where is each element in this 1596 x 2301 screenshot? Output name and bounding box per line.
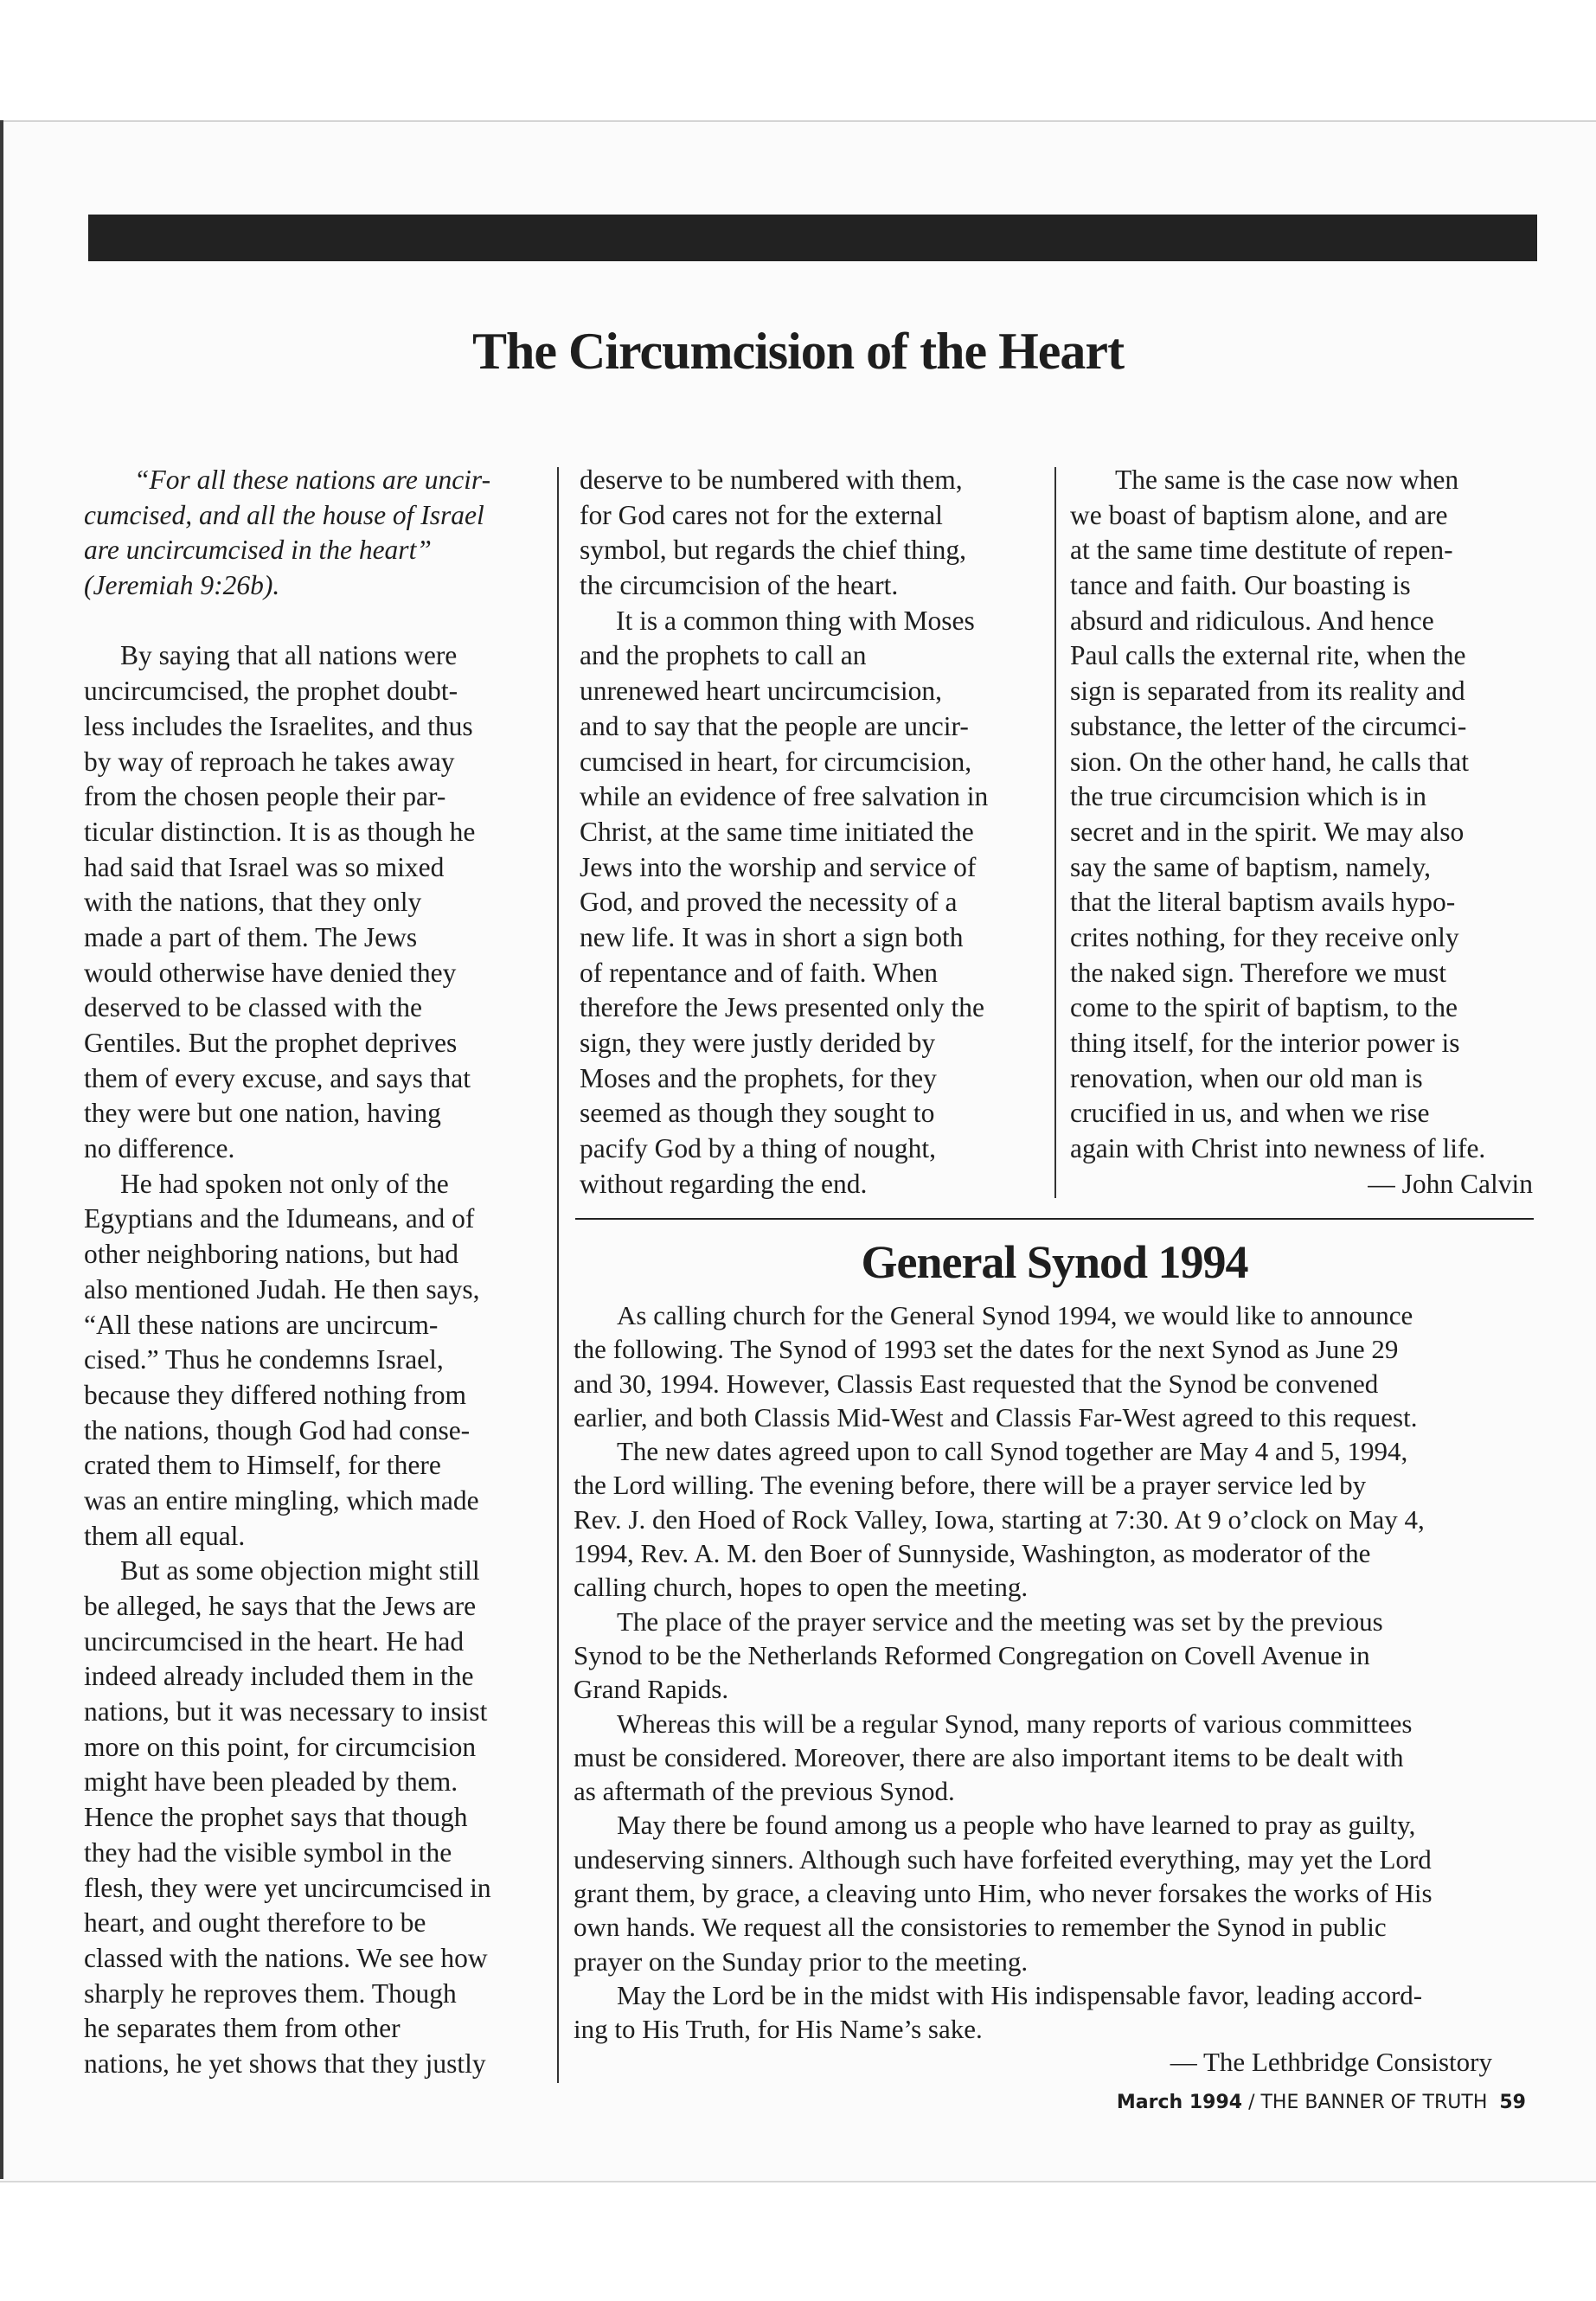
text-line: unrenewed heart uncircumcision, <box>580 676 942 707</box>
synod-body <box>574 1298 1534 2047</box>
text-line: It is a common thing with Moses <box>616 605 975 636</box>
scan-edge <box>0 120 3 2179</box>
synod-title: General Synod 1994 <box>861 1236 1248 1288</box>
text-line <box>84 604 542 639</box>
footer-separator: / <box>1242 2092 1261 2113</box>
text-line: them all equal. <box>84 1520 246 1551</box>
text-line: without regarding the end. <box>580 1168 868 1199</box>
text-line: the following. The Synod of 1993 set the dates for the next Synod as June 29 <box>574 1334 1399 1365</box>
page-footer <box>1117 2092 1526 2113</box>
text-line: The new dates agreed upon to call Synod together are May 4 and 5, 1994, <box>617 1436 1408 1467</box>
text-line: The same is the case now when <box>1115 465 1459 495</box>
text-line: no difference. <box>84 1133 235 1164</box>
text-line: Rev. J. den Hoed of Rock Valley, Iowa, starting at 7:30. At 9 o’clock on May 4, <box>574 1503 1425 1535</box>
text-line: with the nations, that they only <box>84 887 422 918</box>
text-line: May there be found among us a people who have learned to pray as guilty, <box>617 1810 1416 1841</box>
text-line: uncircumcised in the heart. He had <box>84 1625 465 1657</box>
text-line: be alleged, he says that the Jews are <box>84 1591 477 1621</box>
text-line: again with Christ into newness of life. <box>1070 1133 1486 1164</box>
text-line: of repentance and of faith. When <box>580 957 938 988</box>
text-line: Paul calls the external rite, when the <box>1070 640 1466 671</box>
text-line: other neighboring nations, but had <box>84 1239 459 1270</box>
text-line: that the literal baptism avails hypo- <box>1070 887 1456 918</box>
text-line: nations, he yet shows that they justly <box>84 2048 486 2079</box>
text-line: because they differed nothing from <box>84 1379 467 1410</box>
text-line: May the Lord be in the midst with His indispensable favor, leading accord- <box>617 1979 1423 2010</box>
footer-publication: THE BANNER OF TRUTH <box>1260 2092 1488 2113</box>
scripture-quote-line: are uncircumcised in the heart” <box>84 535 432 566</box>
text-line: heart, and ought therefore to be <box>84 1907 426 1939</box>
text-line: undeserving sinners. Although such have forfeited everything, may yet the Lord <box>574 1843 1432 1875</box>
text-line: was an entire mingling, which made <box>84 1484 479 1516</box>
text-line: “All these nations are uncircum- <box>84 1309 439 1340</box>
text-line: must be considered. Moreover, there are also important items to be dealt with <box>574 1741 1404 1772</box>
text-line: had said that Israel was so mixed <box>84 851 445 882</box>
footer-date: March 1994 <box>1116 2092 1243 2113</box>
text-line: Hence the prophet says that though <box>84 1802 468 1833</box>
article-title: The Circumcision of the Heart <box>471 323 1125 380</box>
text-line: ticular distinction. It is as though he <box>84 816 476 847</box>
text-line: Grand Rapids. <box>574 1674 729 1705</box>
text-line: Gentiles. But the prophet deprives <box>84 1028 458 1058</box>
text-line: thing itself, for the interior power is <box>1070 1028 1460 1058</box>
scripture-quote-line: “For all these nations are uncir- <box>134 465 491 495</box>
text-line: He had spoken not only of the <box>120 1168 449 1199</box>
text-line: The place of the prayer service and the meeting was set by the previous <box>617 1606 1383 1637</box>
text-line: ing to His Truth, for His Name’s sake. <box>574 2014 983 2045</box>
text-line: crites nothing, for they receive only <box>1070 921 1459 952</box>
text-line: sharply he reproves them. Though <box>84 1977 457 2009</box>
text-line: crated them to Himself, for there <box>84 1450 441 1481</box>
text-line: As calling church for the General Synod 1994, we would like to announce <box>617 1300 1413 1330</box>
text-line: he separates them from other <box>84 2013 401 2044</box>
text-line: renovation, when our old man is <box>1070 1062 1423 1093</box>
header-bar <box>88 215 1537 261</box>
text-line: crucified in us, and when we rise <box>1070 1098 1430 1129</box>
text-line: grant them, by grace, a cleaving unto Him, who never forsakes the works of His <box>574 1878 1433 1909</box>
scripture-quote-line: cumcised, and all the house of Israel <box>84 499 484 530</box>
text-line: uncircumcised, the prophet doubt- <box>84 676 458 707</box>
text-line: the naked sign. Therefore we must <box>1070 957 1447 988</box>
text-line: By saying that all nations were <box>120 640 458 671</box>
text-line: deserved to be classed with the <box>84 992 422 1023</box>
text-line: come to the spirit of baptism, to the <box>1070 992 1458 1023</box>
article-signature: — John Calvin <box>1368 1168 1533 1199</box>
text-line: less includes the Israelites, and thus <box>84 710 473 741</box>
text-line: symbol, but regards the chief thing, <box>580 535 967 566</box>
text-line: for God cares not for the external <box>580 499 943 530</box>
text-line: Synod to be the Netherlands Reformed Congregation on Covell Avenue in <box>574 1639 1370 1670</box>
text-line: made a part of them. The Jews <box>84 921 418 952</box>
page-number: 59 <box>1499 2092 1526 2113</box>
text-line: Moses and the prophets, for they <box>580 1062 937 1093</box>
article-column-1 <box>84 463 542 2082</box>
text-line: But as some objection might still <box>120 1555 480 1586</box>
text-line: more on this point, for circumcision <box>84 1731 477 1762</box>
text-line: Egyptians and the Idumeans, and of <box>84 1203 475 1234</box>
text-line: sign, they were justly derided by <box>580 1028 936 1058</box>
text-line: sign is separated from its reality and <box>1070 676 1465 707</box>
text-line: might have been pleaded by them. <box>84 1766 458 1798</box>
text-line: they had the visible symbol in the <box>84 1836 452 1868</box>
text-line: from the chosen people their par- <box>84 781 446 812</box>
text-line: and 30, 1994. However, Classis East requested that the Synod be convened <box>574 1368 1379 1399</box>
text-line: nations, but it was necessary to insist <box>84 1696 488 1727</box>
text-line: earlier, and both Classis Mid-West and Classis Far-West agreed to this request. <box>574 1401 1418 1433</box>
text-line: they were but one nation, having <box>84 1098 441 1129</box>
text-line: tance and faith. Our boasting is <box>1070 570 1411 601</box>
text-line: new life. It was in short a sign both <box>580 921 964 952</box>
article-column-3 <box>1070 463 1533 1202</box>
text-line: say the same of baptism, namely, <box>1070 851 1431 882</box>
text-line: Christ, at the same time initiated the <box>580 816 974 847</box>
text-line: by way of reproach he takes away <box>84 746 455 777</box>
column-divider <box>557 467 559 2083</box>
text-line: pacify God by a thing of nought, <box>580 1133 937 1164</box>
text-line: the Lord willing. The evening before, there will be a prayer service led by <box>574 1470 1367 1501</box>
text-line: and to say that the people are uncir- <box>580 710 969 741</box>
text-line: also mentioned Judah. He then says, <box>84 1273 480 1304</box>
scripture-quote-line: (Jeremiah 9:26b). <box>84 570 280 601</box>
text-line: seemed as though they sought to <box>580 1098 935 1129</box>
text-line: Jews into the worship and service of <box>580 851 977 882</box>
text-line: and the prophets to call an <box>580 640 867 671</box>
text-line: the nations, though God had conse- <box>84 1414 471 1445</box>
text-line: therefore the Jews presented only the <box>580 992 984 1023</box>
text-line: the true circumcision which is in <box>1070 781 1427 812</box>
text-line: secret and in the spirit. We may also <box>1070 816 1465 847</box>
text-line: God, and proved the necessity of a <box>580 887 958 918</box>
synod-signature: — The Lethbridge Consistory <box>1170 2047 1492 2077</box>
text-line: flesh, they were yet uncircumcised in <box>84 1872 491 1903</box>
text-line: prayer on the Sunday prior to the meeting. <box>574 1945 1029 1977</box>
text-line: indeed already included them in the <box>84 1661 474 1692</box>
text-line: 1994, Rev. A. M. den Boer of Sunnyside, Washington, as moderator of the <box>574 1538 1371 1569</box>
text-line: while an evidence of free salvation in <box>580 781 989 812</box>
text-line: cised.” Thus he condemns Israel, <box>84 1344 444 1375</box>
text-line: calling church, hopes to open the meeting. <box>574 1572 1029 1603</box>
text-line: them of every excuse, and says that <box>84 1062 471 1093</box>
text-line: cumcised in heart, for circumcision, <box>580 746 972 777</box>
text-line: absurd and ridiculous. And hence <box>1070 605 1434 636</box>
text-line: deserve to be numbered with them, <box>580 465 963 495</box>
text-line: as aftermath of the previous Synod. <box>574 1776 955 1807</box>
article-column-2 <box>580 463 1042 1202</box>
section-rule <box>575 1218 1534 1220</box>
text-line: sion. On the other hand, he calls that <box>1070 746 1470 777</box>
text-line: we boast of baptism alone, and are <box>1070 499 1448 530</box>
text-line: at the same time destitute of repen- <box>1070 535 1453 566</box>
text-line: Whereas this will be a regular Synod, many reports of various committees <box>617 1708 1413 1739</box>
text-line: substance, the letter of the circumci- <box>1070 710 1467 741</box>
text-line: classed with the nations. We see how <box>84 1942 488 1973</box>
column-divider <box>1054 467 1056 1198</box>
text-line: the circumcision of the heart. <box>580 570 899 601</box>
text-line: own hands. We request all the consistories to remember the Synod in public <box>574 1912 1387 1943</box>
text-line: would otherwise have denied they <box>84 957 457 988</box>
